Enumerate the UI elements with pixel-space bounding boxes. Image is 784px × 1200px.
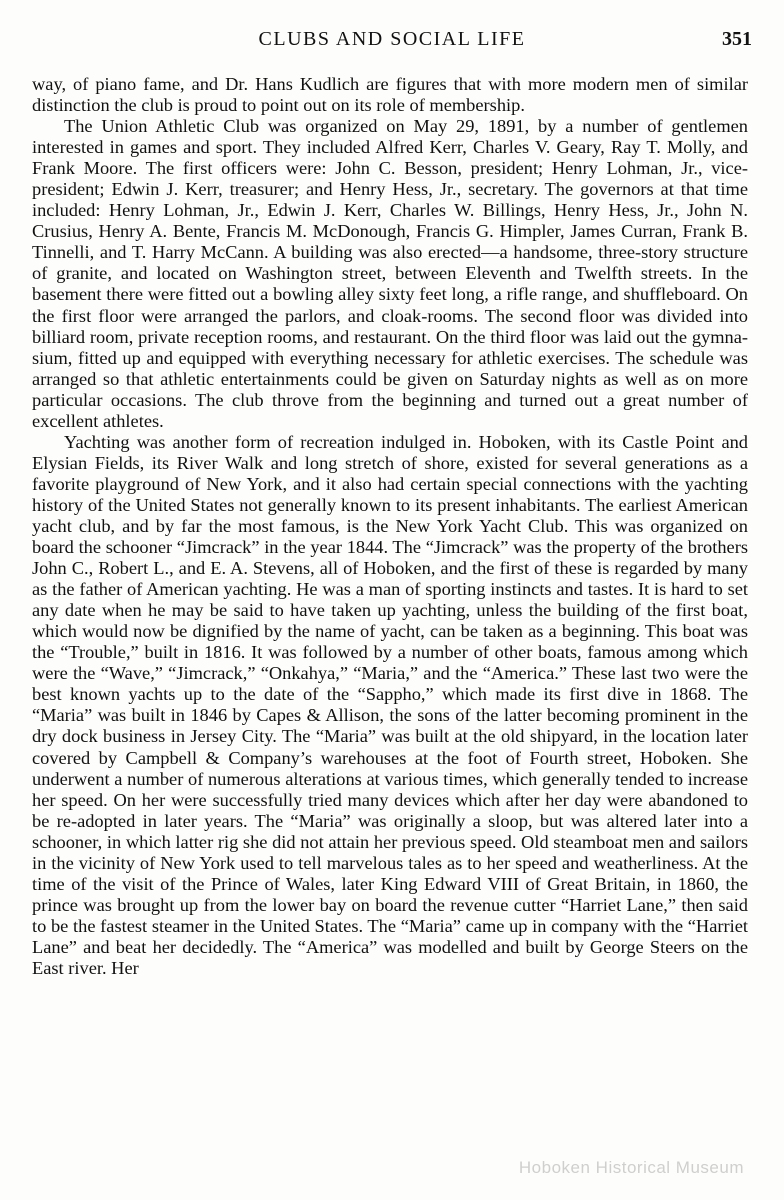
page-number: 351	[722, 28, 752, 50]
paragraph-yachting: Yachting was another form of recreation indulged in. Hoboken, with its Castle Point and Elysian Fields, its River Walk and long stretch of shore, existed for several generations as a favorite playground of New York, and it also had certain special connections with the yachting history of the United States not generally known to its present inhabitants. The earliest American yacht club, and by far the most famous, is the New York Yacht Club. This was organized on board the schooner “Jimcrack” in the year 1844. The “Jimcrack” was the property of the brothers John C., Robert L., and E. A. Stevens, all of Hoboken, and the first of these is regarded by many as the father of American yachting. He was a man of sporting instincts and tastes. It is hard to set any date when he may be said to have taken up yachting, unless the building of the first boat, which would now be dignified by the name of yacht, can be taken as a beginning. This boat was the “Trouble,” built in 1816. It was followed by a number of other boats, famous among which were the “Wave,” “Jimcrack,” “Onkahya,” “Maria,” and the “America.” These last two were the best known yachts up to the date of the “Sappho,” which made its first dive in 1868. The “Maria” was built in 1846 by Capes & Allison, the sons of the latter becoming prominent in the dry dock business in Jersey City. The “Maria” was built at the old shipyard, in the location later covered by Campbell & Company’s warehouses at the foot of Fourth street, Hoboken. She underwent a number of numerous alterations at various times, which generally tended to increase her speed. On her were successfully tried many devices which after her day were abandoned to be re-adopted in later years. The “Maria” was originally a sloop, but was altered later into a schooner, in which latter rig she did not attain her previous speed. Old steamboat men and sailors in the vicinity of New York used to tell marvelous tales as to her speed and weatherliness. At the time of the visit of the Prince of Wales, later King Edward VIII of Great Britain, in 1860, the prince was brought up from the lower bay on board the revenue cutter “Harriet Lane,” then said to be the fastest steamer in the United States. The “Maria” came up in company with the “Harriet Lane” and beat her decidedly. The “America” was modelled and built by George Steers on the East river. Her	[32, 431, 748, 978]
paragraph-union-athletic-club: The Union Athletic Club was organized on May 29, 1891, by a number of gentlemen interested in games and sport. They included Alfred Kerr, Charles V. Geary, Ray T. Molly, and Frank Moore. The first officers were: John C. Besson, president; Henry Lohman, Jr., vice-president; Edwin J. Kerr, treasurer; and Henry Hess, Jr., secretary. The governors at that time included: Henry Lohman, Jr., Edwin J. Kerr, Charles W. Billings, Henry Hess, Jr., John N. Crusius, Henry A. Bente, Francis M. McDonough, Francis G. Himpler, James Curran, Frank B. Tinnelli, and T. Harry McCann. A building was also erected—a handsome, three-story structure of granite, and located on Washington street, between Eleventh and Twelfth streets. In the basement there were fitted out a bowling alley sixty feet long, a rifle range, and shuffleboard. On the first floor were arranged the parlors, and cloak-rooms. The second floor was divided into billiard room, private reception rooms, and restaurant. On the third floor was laid out the gymnasium, fitted up and equipped with everything necessary for athletic exercises. The schedule was arranged so that athletic entertainments could be given on Saturday nights as well as on more particular occasions. The club throve from the beginning and turned out a great number of excellent athletes.	[32, 116, 748, 431]
paragraph-continued: way, of piano fame, and Dr. Hans Kudlich are figures that with more modern men of similar distinction the club is proud to point out on its role of membership.	[32, 74, 748, 116]
museum-watermark: Hoboken Historical Museum	[518, 1158, 744, 1177]
body-text	[32, 74, 748, 979]
chapter-title: CLUBS AND SOCIAL LIFE	[258, 28, 526, 50]
running-header	[32, 26, 752, 56]
